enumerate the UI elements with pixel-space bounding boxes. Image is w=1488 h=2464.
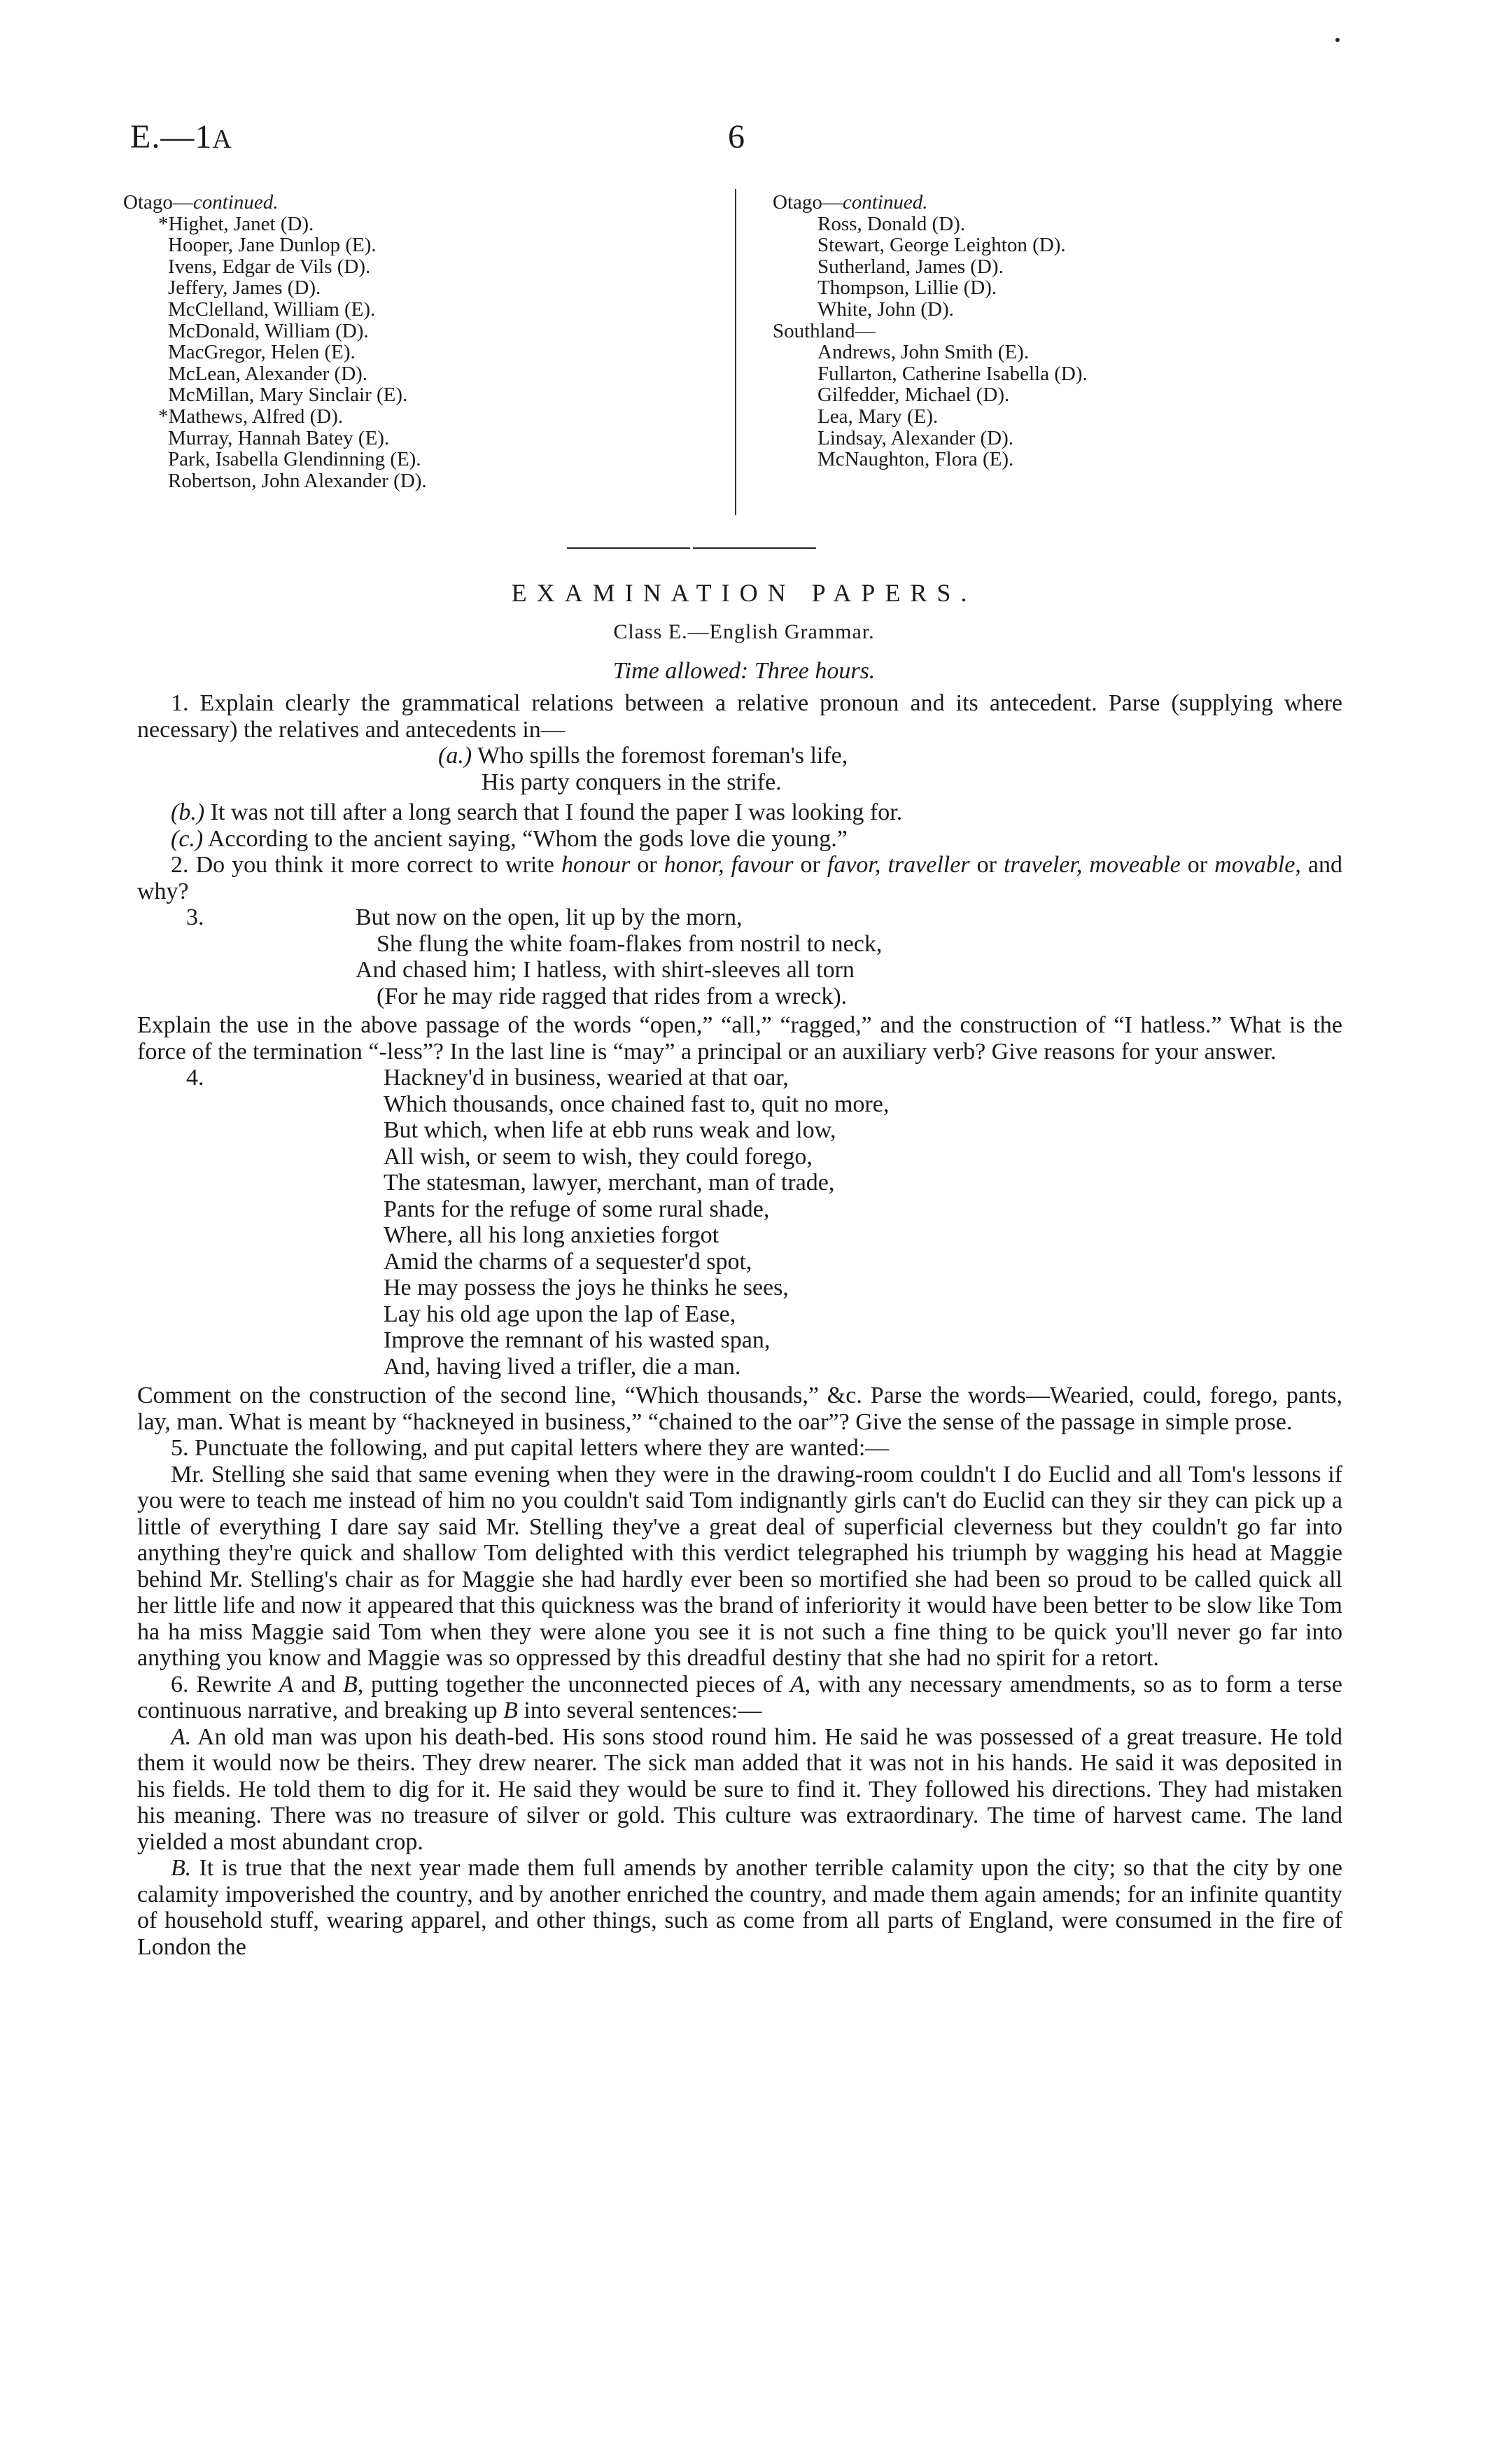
verse-line: Pants for the refuge of some rural shade,: [384, 1196, 770, 1222]
q6-passage-a: [137, 1724, 1342, 1856]
verse-line: Lay his old age upon the lap of Ease,: [384, 1301, 736, 1327]
list-item: Gilfedder, Michael (D).: [817, 384, 1010, 407]
q2-text: and why?: [137, 852, 1342, 904]
question-number: 4.: [186, 1065, 204, 1091]
q6-ref: B: [503, 1698, 518, 1723]
section-rule: [567, 547, 690, 549]
q2-word: movable,: [1214, 852, 1301, 878]
q6-text: into several sentences:—: [517, 1698, 762, 1723]
verse-line: And chased him; I hatless, with shirt-sleeves all torn: [356, 957, 855, 983]
q1-example-b: [137, 799, 1342, 826]
q6-ref: B: [343, 1671, 358, 1698]
class-title: Class E.—English Grammar.: [613, 620, 875, 643]
passage-text: It is true that the next year made them full amends by another terrible calamity upon the city; so that the city by one calamity impoverished the country, and by another enriched the country, and made them again amends; for an infinite quantity of household stuff, wearing apparel, and other things, such as come from all parts of England, were consumed in the fire of London the: [137, 1855, 1342, 1960]
series-reference: [130, 118, 232, 156]
list-item: Andrews, John Smith (E).: [817, 341, 1030, 364]
list-item: *Highet, Janet (D).: [158, 212, 314, 235]
list-item: Lea, Mary (E).: [817, 405, 939, 428]
region-note: continued.: [842, 191, 928, 214]
list-item: Jeffery, James (D).: [168, 276, 321, 300]
verse-line: She flung the white foam-flakes from nostril to neck,: [377, 930, 883, 957]
verse-line: Amid the charms of a sequester'd spot,: [384, 1248, 752, 1275]
list-item: Thompson, Lillie (D).: [817, 276, 997, 300]
verse-line: His party conquers in the strife.: [482, 769, 782, 795]
passage-label: B.: [171, 1855, 192, 1881]
verse-line: And, having lived a trifler, die a man.: [384, 1353, 741, 1380]
series-suffix: A: [212, 125, 232, 154]
verse-line: The statesman, lawyer, merchant, man of trade,: [384, 1170, 835, 1196]
passage-label: A.: [171, 1723, 192, 1750]
verse-line: But which, when life at ebb runs weak and low,: [384, 1117, 836, 1143]
list-item: Robertson, John Alexander (D).: [168, 469, 427, 492]
q2-word: traveler, moveable: [1003, 852, 1181, 878]
verse-line: Improve the remnant of his wasted span,: [384, 1327, 771, 1353]
region-heading: [773, 192, 1375, 214]
q2-word: favor, traveller: [827, 852, 970, 878]
verse-line: Which thousands, once chained fast to, quit no more,: [384, 1091, 890, 1117]
q6-ref: A: [789, 1671, 805, 1698]
item-text: According to the ancient saying, “Whom the gods love die young.”: [203, 825, 848, 852]
candidate-list-right: [773, 192, 1375, 470]
verse-line: But now on the open, lit up by the morn,: [356, 904, 743, 930]
list-item: Park, Isabella Glendinning (E).: [168, 448, 421, 471]
list-item: Sutherland, James (D).: [817, 255, 1004, 278]
region-heading: [123, 192, 725, 214]
question-3: Explain the use in the above passage of the words “open,” “all,” “ragged,” and the construction of “I hatless.” What is the force of the termination “-less”? In the last line is “may” a principal or an auxiliary verb? Give reasons for your answer.: [137, 1012, 1342, 1065]
list-item: Ross, Donald (D).: [817, 212, 966, 235]
q6-passage-b: [137, 1855, 1342, 1960]
list-item: *Mathews, Alfred (D).: [158, 405, 344, 428]
list-item: McClelland, William (E).: [168, 298, 376, 321]
verse-line: Where, all his long anxieties forgot: [384, 1222, 720, 1248]
item-text: It was not till after a long search that I found the paper I was looking for.: [204, 799, 903, 825]
list-item: McLean, Alexander (D).: [168, 362, 368, 385]
q1-example-c: [137, 826, 1342, 853]
item-label: (c.): [171, 825, 204, 852]
time-allowed: Time allowed: Three hours.: [612, 658, 876, 684]
question-number: 3.: [186, 904, 204, 930]
exam-questions: [137, 690, 1342, 1960]
item-label: (b.): [171, 799, 205, 825]
q2-word: honour: [561, 852, 631, 878]
list-item: Murray, Hannah Batey (E).: [168, 426, 390, 449]
region-name: Otago—: [773, 191, 843, 214]
section-rule: [693, 547, 816, 549]
question-1: 1. Explain clearly the grammatical relations between a relative pronoun and its antecedent. Parse (supplying where necessary) the relatives and antecedents in—: [137, 690, 1342, 743]
q6-text: , with any necessary amendments, so as to form a terse continuous narrative, and breaking up: [137, 1671, 1342, 1723]
q6-ref: A: [279, 1671, 294, 1698]
series-main: E.—1: [130, 118, 213, 155]
verse-line: He may possess the joys he thinks he sees,: [384, 1275, 789, 1301]
verse-line: (For he may ride ragged that rides from a wreck).: [377, 983, 848, 1009]
verse-line: Hackney'd in business, wearied at that oar,: [384, 1065, 789, 1091]
question-4-verse: [137, 1065, 1342, 1380]
list-item: McMillan, Mary Sinclair (E).: [168, 384, 408, 407]
list-item: Lindsay, Alexander (D).: [817, 426, 1013, 449]
q6-text: and: [293, 1671, 343, 1698]
q6-text: , putting together the unconnected pieces of: [357, 1671, 790, 1698]
column-divider: [735, 189, 736, 515]
item-label: (a.): [438, 743, 472, 769]
q2-text: or: [969, 852, 1004, 878]
list-item: White, John (D).: [817, 298, 954, 321]
question-5: 5. Punctuate the following, and put capital letters where they are wanted:—: [171, 1435, 890, 1461]
list-item: Ivens, Edgar de Vils (D).: [168, 255, 371, 278]
list-item: MacGregor, Helen (E).: [168, 341, 356, 364]
candidate-list-left: [123, 192, 725, 491]
list-item: Hooper, Jane Dunlop (E).: [168, 234, 377, 257]
region-heading: Southland—: [773, 319, 876, 342]
region-name: Otago—: [123, 191, 193, 214]
list-item: Fullarton, Catherine Isabella (D).: [817, 362, 1088, 385]
list-item: McDonald, William (D).: [168, 319, 369, 342]
list-item: Stewart, George Leighton (D).: [817, 234, 1066, 257]
q5-passage: Mr. Stelling she said that same evening when they were in the drawing-room couldn't I do Euclid and all Tom's lessons if you were to teach me instead of him no you couldn't said Tom indignantly girls can't do Euclid can they sir they can pick up a little of everything I dare say said Mr. Stelling they've a great deal of superficial cleverness but they couldn't go far into anything they're quick and shallow Tom delighted with this verdict telegraphed his triumph by wagging his head at Maggie behind Mr. Stelling's chair as for Maggie she had hardly ever been so mortified she had been so proud to be called quick all her little life and now it appeared that this quickness was the brand of inferiority it would have been better to be slow like Tom ha ha miss Maggie said Tom when they were alone you see it is not such a fine thing to be quick you'll never go far into anything you know and Maggie was so oppressed by this dreadful destiny that she had no spirit for a retort.: [137, 1461, 1342, 1671]
verse-line: All wish, or seem to wish, they could forego,: [384, 1143, 813, 1170]
q1-example-a: [137, 743, 1342, 795]
verse-line: Who spills the foremost foreman's life,: [472, 743, 848, 769]
exam-title: EXAMINATION PAPERS.: [511, 579, 977, 607]
passage-text: An old man was upon his death-bed. His sons stood round him. He said he was possessed of a great treasure. He told them it would now be theirs. They drew nearer. The sick man added that it was not in his hands. He said it was deposited in his fields. He told them to dig for it. He said they would be sure to find it. They followed his directions. They had mistaken his meaning. There was no treasure of silver or gold. This culture was extraordinary. The time of harvest came. The land yielded a most abundant crop.: [137, 1723, 1342, 1855]
q6-text: 6. Rewrite: [171, 1671, 279, 1698]
q2-text: or: [630, 852, 664, 878]
question-4: Comment on the construction of the second line, “Which thousands,” &c. Parse the words—Wearied, could, forego, pants, lay, man. What is meant by “hackneyed in business,” “chained to the oar”? Give the sense of the passage in simple prose.: [137, 1382, 1342, 1435]
question-6: [137, 1672, 1342, 1724]
q2-text: or: [793, 852, 827, 878]
q2-text: or: [1180, 852, 1215, 878]
region-note: continued.: [192, 191, 279, 214]
page-number: 6: [728, 118, 745, 155]
question-3-verse: [137, 904, 1342, 1009]
q2-text: 2. Do you think it more correct to write: [171, 852, 561, 878]
question-2: [137, 852, 1342, 904]
page-speck: [1335, 38, 1340, 42]
list-item: McNaughton, Flora (E).: [817, 448, 1014, 471]
q2-word: honor, favour: [664, 852, 794, 878]
